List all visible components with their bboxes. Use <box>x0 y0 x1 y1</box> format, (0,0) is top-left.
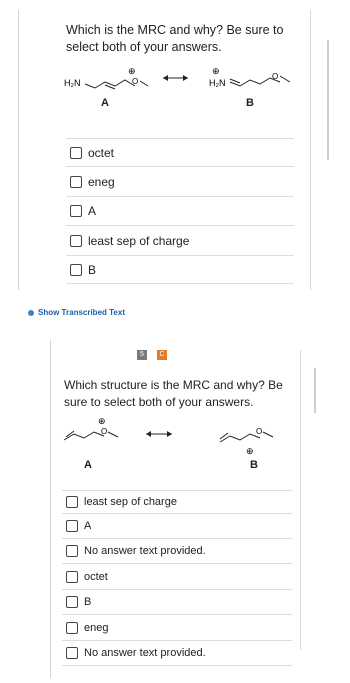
option-label: B <box>88 263 97 277</box>
oxygen-label: O <box>132 77 139 86</box>
option-eneg[interactable] <box>66 622 108 634</box>
option-no-answer-2[interactable] <box>66 647 206 659</box>
divider <box>66 225 294 226</box>
question-text: Which is the MRC and why? Be sure to select both of your answers. <box>66 23 284 54</box>
structure-label-a: A <box>84 459 92 471</box>
option-no-answer-1[interactable] <box>66 545 206 557</box>
show-transcribed-link[interactable] <box>28 308 125 317</box>
divider <box>66 283 294 284</box>
checkbox[interactable] <box>66 596 78 608</box>
chain-b <box>220 434 260 442</box>
badge-icon[interactable]: 5 <box>137 350 147 360</box>
eye-icon <box>28 310 34 316</box>
divider <box>62 563 292 564</box>
option-label: octet <box>88 146 115 160</box>
checkbox[interactable] <box>66 571 78 583</box>
option-a[interactable] <box>70 204 96 218</box>
option-a[interactable] <box>66 520 91 532</box>
oxygen-label: O <box>101 427 108 436</box>
scrollbar[interactable] <box>314 368 316 413</box>
option-octet[interactable] <box>66 571 108 583</box>
panel-border-left <box>18 10 19 290</box>
checkbox[interactable] <box>66 520 78 532</box>
option-label: least sep of charge <box>84 496 177 508</box>
checkbox[interactable] <box>70 176 82 188</box>
panel-border-right <box>310 10 311 290</box>
checkbox[interactable] <box>70 205 82 217</box>
link-label: Show Transcribed Text <box>38 308 125 317</box>
panel-border-left <box>50 340 51 678</box>
option-octet[interactable] <box>70 146 114 160</box>
divider <box>62 614 292 615</box>
option-label: eneg <box>88 175 115 189</box>
structure-label-b: B <box>250 459 258 471</box>
checkbox[interactable] <box>70 147 82 159</box>
option-least-sep[interactable] <box>66 496 177 508</box>
option-eneg[interactable] <box>70 175 115 189</box>
option-label: B <box>84 596 92 608</box>
checkbox[interactable] <box>70 235 82 247</box>
oxygen-label: O <box>272 72 279 81</box>
option-label: eneg <box>84 622 109 634</box>
checkbox[interactable] <box>66 622 78 634</box>
checkbox[interactable] <box>66 545 78 557</box>
amine-label: H₂N <box>64 78 81 88</box>
resonance-structures <box>60 412 300 462</box>
amine-label: H₂N <box>209 78 226 88</box>
divider <box>62 513 292 514</box>
positive-charge: ⊕ <box>98 416 106 426</box>
option-label: No answer text provided. <box>84 545 206 557</box>
divider <box>62 490 292 491</box>
chain-a <box>64 432 104 440</box>
positive-charge: ⊕ <box>246 446 254 456</box>
oxygen-label: O <box>256 427 263 436</box>
scrollbar[interactable] <box>327 40 329 160</box>
option-b[interactable] <box>70 263 96 277</box>
checkbox[interactable] <box>66 647 78 659</box>
divider <box>66 196 294 197</box>
divider <box>62 665 292 666</box>
divider <box>62 640 292 641</box>
divider <box>66 166 294 167</box>
resonance-structures <box>60 62 300 112</box>
option-label: No answer text provided. <box>84 647 206 659</box>
option-label: octet <box>84 571 108 583</box>
question-text: Which structure is the MRC and why? Be sure to select both of your answers. <box>64 378 283 409</box>
divider <box>62 589 292 590</box>
structure-label-a: A <box>101 97 109 109</box>
panel-border-right <box>300 350 301 650</box>
divider <box>66 138 294 139</box>
checkbox[interactable] <box>66 496 78 508</box>
option-label: A <box>88 204 97 218</box>
checkbox[interactable] <box>70 264 82 276</box>
option-least-sep[interactable] <box>70 234 189 248</box>
positive-charge: ⊕ <box>128 66 136 76</box>
option-label: A <box>84 520 92 532</box>
badge-icon[interactable]: C <box>157 350 167 360</box>
divider <box>62 538 292 539</box>
positive-charge: ⊕ <box>212 66 220 76</box>
structure-label-b: B <box>246 97 254 109</box>
option-b[interactable] <box>66 596 91 608</box>
option-label: least sep of charge <box>88 234 190 248</box>
divider <box>66 255 294 256</box>
